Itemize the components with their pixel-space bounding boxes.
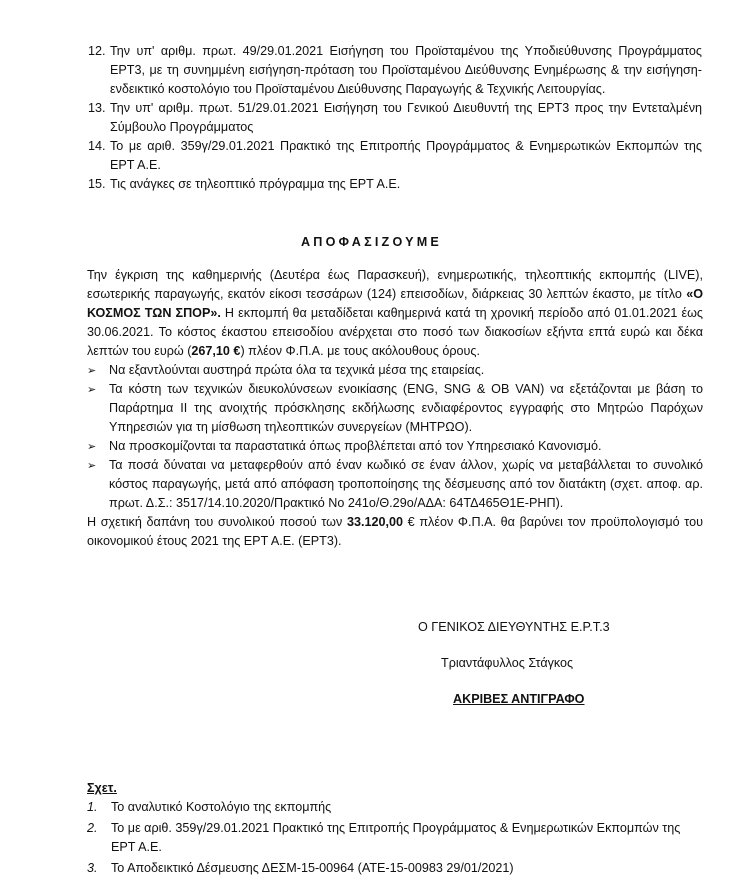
term-item bbox=[87, 361, 703, 380]
decision-paragraph bbox=[87, 266, 703, 361]
decision-text-3: ) πλέον Φ.Π.Α. με τους ακόλουθους όρους. bbox=[240, 344, 480, 358]
related-text: Το Αποδεικτικό Δέσμευσης ΔΕΣΜ-15-00964 (ΑΤΕ-15-00983 29/01/2021) bbox=[111, 861, 514, 875]
decision-body bbox=[87, 266, 703, 551]
arrow-bullet-icon: ➢ bbox=[87, 459, 97, 472]
related-number: 1. bbox=[87, 800, 98, 814]
expense-paragraph bbox=[87, 513, 703, 551]
expense-text-1: Η σχετική δαπάνη του συνολικού ποσού των bbox=[87, 515, 347, 529]
signature-role: Ο ΓΕΝΙΚΟΣ ΔΙΕΥΘΥΝΤΗΣ Ε.Ρ.Τ.3 bbox=[418, 620, 610, 634]
arrow-bullet-icon: ➢ bbox=[87, 440, 97, 453]
related-text: Το με αριθ. 359γ/29.01.2021 Πρακτικό της Επιτροπής Προγράμματος & Ενημερωτικών Εκπομπών της ΕΡΤ Α.Ε. bbox=[111, 821, 681, 854]
decision-heading: ΑΠΟΦΑΣΙΖΟΥΜΕ bbox=[301, 235, 442, 249]
numbered-item bbox=[88, 42, 702, 99]
item-text: Τις ανάγκες σε τηλεοπτικό πρόγραμμα της ΕΡΤ Α.Ε. bbox=[110, 177, 401, 191]
term-item bbox=[87, 456, 703, 513]
terms-list bbox=[87, 361, 703, 513]
exact-copy-label: ΑΚΡΙΒΕΣ ΑΝΤΙΓΡΑΦΟ bbox=[453, 692, 585, 706]
item-text: Την υπ' αριθμ. πρωτ. 51/29.01.2021 Εισήγηση του Γενικού Διευθυντή της ΕΡΤ3 προς την Εντεταλμένη Σύμβουλο Προγράμματος bbox=[110, 101, 702, 134]
total-amount: 33.120,00 bbox=[346, 515, 403, 529]
decision-text-1: Την έγκριση της καθημερινής (Δευτέρα έως Παρασκευή), ενημερωτικής, τηλεοπτικής εκπομπής (LIVE), εσωτερικής παραγωγής, εκατόν είκοσι τεσσάρων (124) επεισοδίων, διάρκειας 30 λεπτών έκαστο, με τίτλο bbox=[87, 268, 703, 301]
item-number: 15. bbox=[88, 177, 106, 191]
numbered-item bbox=[88, 137, 702, 175]
term-text: Να προσκομίζονται τα παραστατικά όπως προβλέπεται από τον Υπηρεσιακό Κανονισμό. bbox=[109, 439, 602, 453]
show-title: «Ο ΚΟΣΜΟΣ ΤΩΝ ΣΠΟΡ». bbox=[87, 287, 703, 320]
arrow-bullet-icon: ➢ bbox=[87, 364, 97, 377]
expense-text-2: € πλέον Φ.Π.Α. θα βαρύνει τον προϋπολογισμό του οικονομικού έτους 2021 της ΕΡΤ Α.Ε. (ΕΡΤ3). bbox=[87, 515, 703, 548]
related-number: 2. bbox=[87, 821, 98, 835]
related-list bbox=[87, 798, 703, 880]
episode-cost: 267,10 € bbox=[191, 344, 241, 358]
item-number: 13. bbox=[88, 101, 106, 115]
decision-text-2: Η εκπομπή θα μεταδίδεται καθημερινά κατά τη χρονική περίοδο από 01.01.2021 έως 30.06.2021. Το κόστος έκαστου επεισοδίου ανέρχεται στο ποσό των διακοσίων εξήντα επτά ευρώ και δέκα λεπτών του ευρώ ( bbox=[87, 306, 703, 358]
term-text: Να εξαντλούνται αυστηρά πρώτα όλα τα τεχνικά μέσα της εταιρείας. bbox=[109, 363, 485, 377]
item-number: 12. bbox=[88, 44, 106, 58]
related-number: 3. bbox=[87, 861, 98, 875]
related-text: Το αναλυτικό Κοστολόγιο της εκπομπής bbox=[111, 800, 332, 814]
related-item bbox=[87, 859, 703, 878]
numbered-item bbox=[88, 175, 702, 194]
numbered-list bbox=[88, 42, 702, 194]
term-item bbox=[87, 380, 703, 437]
item-text: Την υπ' αριθμ. πρωτ. 49/29.01.2021 Εισήγηση του Προϊσταμένου της Υποδιεύθυνσης Προγράμματος ΕΡΤ3, με τη συνημμένη εισήγηση-πρόταση του Προϊσταμένου Διεύθυνσης Ενημέρωσης & την εισήγηση-ενδεικτικό κοστολόγιο του Προϊσταμένου Διεύθυνσης Παραγωγής & Τεχνικής Λειτουργίας. bbox=[110, 44, 702, 96]
item-text: Το με αριθ. 359γ/29.01.2021 Πρακτικό της Επιτροπής Προγράμματος & Ενημερωτικών Εκπομπών της ΕΡΤ Α.Ε. bbox=[110, 139, 702, 172]
item-number: 14. bbox=[88, 139, 106, 153]
arrow-bullet-icon: ➢ bbox=[87, 383, 97, 396]
term-text: Τα κόστη των τεχνικών διευκολύνσεων ενοικίασης (ENG, SNG & OB VAN) να εξετάζονται με βάση το Παράρτημα ΙΙ της ανοιχτής πρόσκλησης εκδήλωσης ενδιαφέροντος εγγραφής στο Μητρώο Παρόχων Υπηρεσιών για τη μίσθωση τηλεοπτικών συνεργείων (ΜΗΤΡΩΟ). bbox=[109, 382, 703, 434]
related-item bbox=[87, 798, 703, 817]
term-item bbox=[87, 437, 703, 456]
related-heading: Σχετ. bbox=[87, 781, 117, 795]
signature-name: Τριαντάφυλλος Στάγκος bbox=[441, 656, 574, 670]
term-text: Τα ποσά δύναται να μεταφερθούν από έναν κωδικό σε έναν άλλον, χωρίς να μεταβάλλεται το συνολικό κόστος παραγωγής, μετά από απόφαση τροποποίησης της δέσμευσης από τον διατάκτη (σχετ. αποφ. αρ. πρωτ. Δ.Σ.: 3517/14.10.2020/Πρακτικό Νο 241ο/Θ.29ο/ΑΔΑ: 64ΤΔ465Θ1Ε-ΡΗΠ). bbox=[109, 458, 703, 510]
numbered-item bbox=[88, 99, 702, 137]
related-item bbox=[87, 819, 703, 857]
